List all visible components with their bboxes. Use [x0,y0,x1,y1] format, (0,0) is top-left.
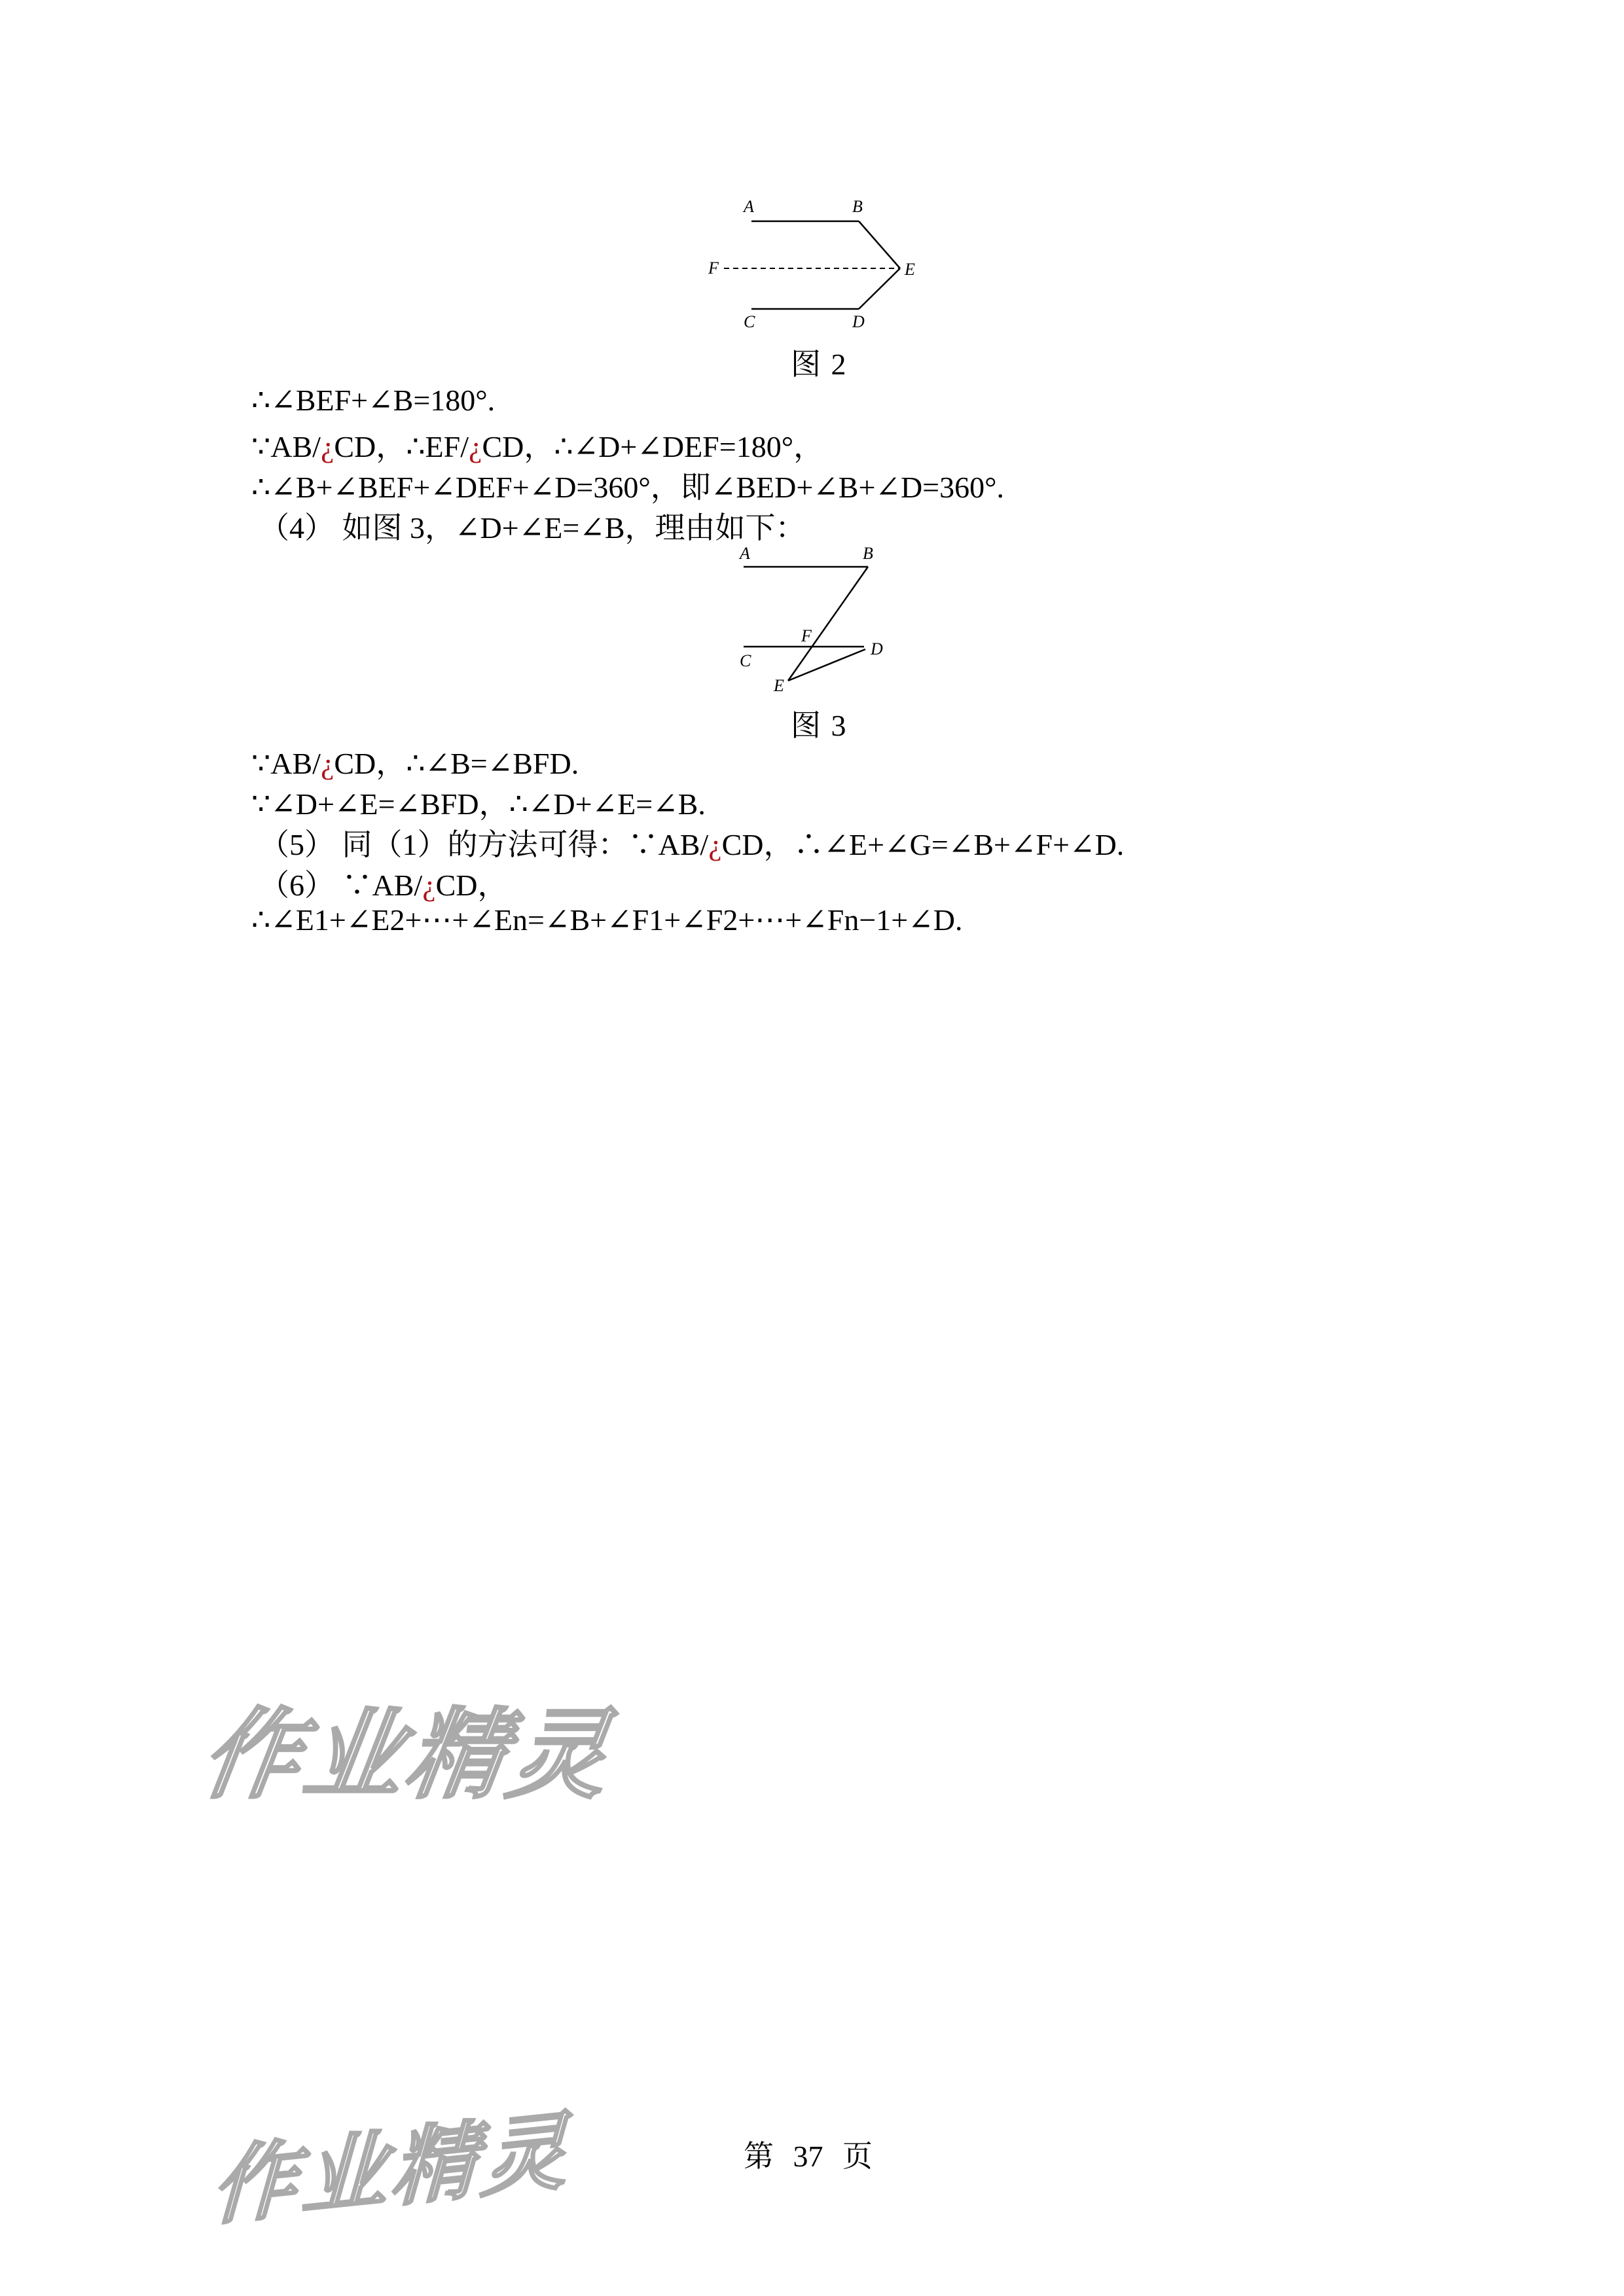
fig3-label-C: C [740,651,751,670]
line7-text: （5） 同（1）的方法可得：∵AB/¿CD，∴∠E+∠G=∠B+∠F+∠D. [259,828,1125,861]
line6-text: ∵∠D+∠E=∠BFD，∴∠D+∠E=∠B. [251,787,706,821]
figure-3-diagram [720,538,916,695]
fig3-label-E: E [774,676,784,695]
line3-text: ∴∠B+∠BEF+∠DEF+∠D=360°，即∠BED+∠B+∠D=360°. [251,471,1005,504]
figure-3-caption: 图 3 [791,709,848,742]
figure-2-diagram [707,190,929,340]
fig2-label-A: A [744,197,754,216]
figure-2 [707,190,929,340]
page-number: 第 37 页 [744,2140,873,2173]
fig2-label-D: D [852,312,865,331]
solution-line-2 [251,423,823,466]
fig2-label-F: F [708,259,719,278]
watermark-logo-1 [194,1676,623,1817]
solution-line-5 [251,740,579,783]
watermark-text-1: 作业精灵 [194,1698,620,1812]
solution-line-9 [251,902,962,937]
solution-line-8 [259,861,508,905]
fig3-label-B: B [863,544,873,563]
figure-2-caption: 图 2 [791,348,848,381]
solution-line-6 [251,780,706,823]
fig3-label-D: D [871,639,883,658]
fig3-label-F: F [801,626,812,645]
fig2-label-B: B [852,197,863,216]
line8-text: （6） ∵AB/¿CD， [259,869,508,902]
solution-line-3 [251,463,1004,507]
line1-text: ∴∠BEF+∠B=180°. [251,384,496,417]
line5-text: ∵AB/¿CD，∴∠B=∠BFD. [251,747,579,780]
solution-line-7 [259,821,1124,864]
fig2-label-E: E [905,260,915,279]
fig3-label-A: A [740,544,750,563]
line4-text: （4） 如图 3，∠D+∠E=∠B，理由如下： [259,511,806,545]
watermark-logo-2 [209,2083,573,2242]
line9-text: ∴∠E1+∠E2+⋯+∠En=∠B+∠F1+∠F2+⋯+∠Fn−1+∠D. [251,903,963,937]
figure-3 [720,538,916,695]
solution-line-1 [251,382,495,418]
fig2-label-C: C [744,312,755,331]
line2-text: ∵AB/¿CD，∴EF/¿CD，∴∠D+∠DEF=180°， [251,430,824,463]
watermark-text-2: 作业精灵 [209,2100,573,2237]
